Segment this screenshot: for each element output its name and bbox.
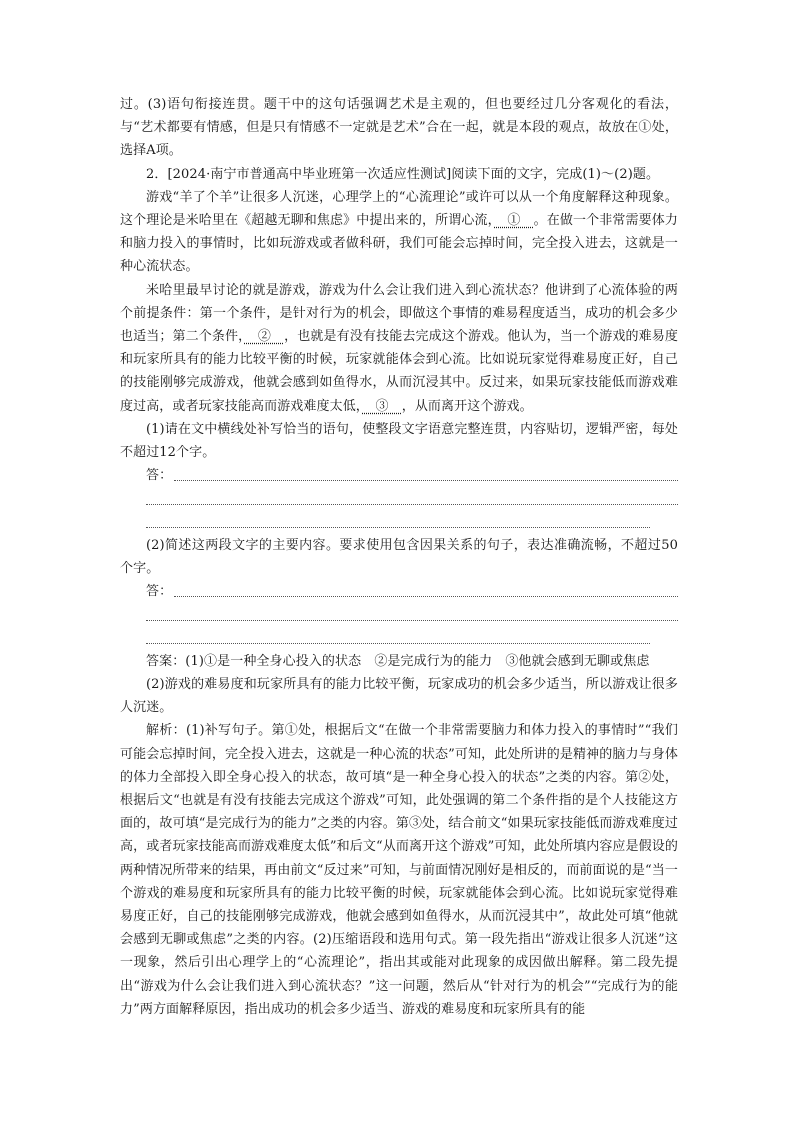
blank-2: ② (244, 329, 285, 345)
answer-line-2b[interactable] (146, 603, 678, 626)
analysis-text: 解析：(1)补写句子。第①处，根据后文“在做一个非常需要脑力和体力投入的事情时”“我们可能会忘掉时间，完全投入进去，这就是一种心流的状态”可知，此处所讲的是精神的脑力与身体的体力全部投入即全身心投入的状态，故可填“是一种全身心投入的状态”之类的内容。第②处，根据后文“也就是有没有技能去完成这个游戏”可知，此处强调的第二个条件指的是个人技能这方面的，故可填“是完成行为的能力”之类的内容。第③处，结合前文“如果玩家技能低而游戏难度过高，或者玩家技能高而游戏难度太低”和后文“从而离开这个游戏”可知，此处所填内容应是假设的两种情况所带来的结果，再由前文“反过来”可知，与前面情况刚好是相反的，而前面说的是“当一个游戏的难易度和玩家所具有的能力比较平衡的时候，玩家就能体会到心流。比如说玩家觉得难易度正好，自己的技能刚够完成游戏，他就会感到如鱼得水，从而沉浸其中”，故此处可填“他就会感到无聊或焦虑”之类的内容。(2)压缩语段和选用句式。第一段先指出“游戏让很多人沉迷”这一现象，然后引出心理学上的“心流理论”，指出其或能对此现象的成因做出解释。第二段先提出“游戏为什么会让我们进入到心流状态？”这一问题，然后从“针对行为的机会”“完成行为的能力”两方面解释原因，指出成功的机会多少适当、游戏的难易度和玩家所具有的能 (120, 723, 678, 1017)
answer-key-2: (2)游戏的难易度和玩家所具有的能力比较平衡，玩家成功的机会多少适当，所以游戏让很多人沉迷。 (120, 676, 678, 716)
dotted-rule (174, 596, 678, 597)
sub-question-1: (1)请在文中横线处补写恰当的语句，使整段文字语意完整连贯，内容贴切，逻辑严密，每处不超过12个字。 (120, 421, 678, 461)
passage-text: ，从而离开这个游戏。 (401, 398, 533, 414)
passage-text: 。在做一个非常需要体力和脑力投入的事情时，比如玩游戏或者做科研，我们可能会忘掉时间，完全投入进去，这就是一种心流状态。 (120, 213, 678, 275)
answer-key-1: 答案：(1)①是一种全身心投入的状态 ②是完成行为的能力 ③他就会感到无聊或焦虑 (146, 653, 650, 669)
prev-analysis-tail: 过。(3)语句衔接连贯。题干中的这句话强调艺术是主观的，但也要经过几分客观化的看法，与“艺术都要有情感，但是只有情感不一定就是艺术”合在一起，就是本段的观点，故放在①处，选择A项。 (120, 97, 678, 159)
passage-text: ，也就是有没有技能去完成这个游戏。他认为，当一个游戏的难易度和玩家所具有的能力比较平衡的时候，玩家就能体会到心流。比如说玩家觉得难易度正好，自己的技能刚够完成游戏，他就会感到如鱼得水，从而沉浸其中。反过来，如果玩家技能低而游戏难度过高，或者玩家技能高而游戏难度太低， (120, 329, 678, 414)
answer-line-2c[interactable] (146, 627, 650, 650)
dotted-rule (174, 480, 678, 481)
answer-label: 答： (146, 584, 173, 600)
sub-question-2: (2)简述这两段文字的主要内容。要求使用包含因果关系的句子，表达准确流畅，不超过50个字。 (120, 537, 678, 577)
blank-3: ③ (362, 398, 402, 414)
document-body (120, 93, 678, 1021)
passage-paragraph-2 (120, 279, 678, 418)
answer-line-1[interactable] (120, 464, 678, 487)
answer-label: 答： (146, 468, 173, 484)
question-2-header: 2．[2024·南宁市普通高中毕业班第一次适应性测试]阅读下面的文字，完成(1)～(2)题。 (146, 166, 660, 182)
answer-line-2[interactable] (120, 580, 678, 603)
answer-line-1c[interactable] (146, 511, 650, 534)
passage-text: 米哈里最早讨论的就是游戏，游戏为什么会让我们进入到心流状态？他讲到了心流体验的两个前提条件：第一个条件，是针对行为的机会，即做这个事情的难易程度适当，成功的机会多少也适当；第二个条件， (120, 282, 678, 345)
answer-line-1b[interactable] (146, 487, 678, 510)
passage-text: 游戏“羊了个羊”让很多人沉迷，心理学上的“心流理论”或许可以从一个角度解释这种现象。这个理论是米哈里在《超越无聊和焦虑》中提出来的，所谓心流， (120, 189, 678, 229)
passage-paragraph-1 (120, 186, 678, 279)
blank-1: ① (494, 213, 534, 229)
